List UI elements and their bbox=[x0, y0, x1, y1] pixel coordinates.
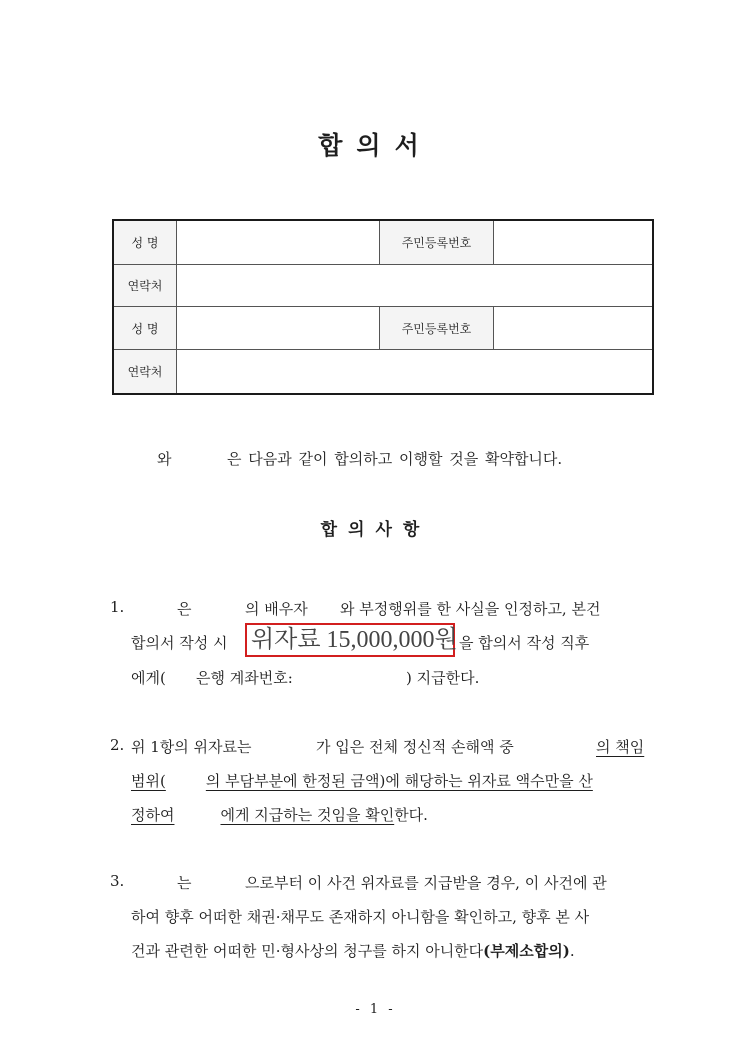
contact-field-1[interactable] bbox=[177, 264, 654, 307]
clause-2-text: 범위( 의 부담부분에 한정된 금액)에 해당하는 위자료 액수만을 산 bbox=[131, 772, 593, 790]
name-label: 성 명 bbox=[113, 307, 177, 350]
clause-2-text: 의 책임 bbox=[596, 738, 645, 756]
section-title: 합의사항 bbox=[320, 520, 431, 540]
clause-1-text: 의 배우자 bbox=[245, 600, 308, 618]
clause-1-text: 은 bbox=[177, 600, 192, 618]
contact-label: 연락처 bbox=[113, 350, 177, 394]
id-number-label: 주민등록번호 bbox=[380, 307, 494, 350]
clause-1-text: 합의서 작성 시 bbox=[131, 634, 228, 652]
highlighted-amount: 위자료 15,000,000원 bbox=[245, 623, 455, 657]
clause-2-text: 가 입은 전체 정신적 손해액 중 bbox=[316, 738, 514, 756]
clause-3-text: 는 bbox=[177, 874, 192, 892]
clause-3-number: 3. bbox=[110, 872, 125, 890]
clause-2-text: 정하여 에게 지급하는 것임을 확인한다. bbox=[131, 806, 428, 824]
clause-2-text: 위 1항의 위자료는 bbox=[131, 738, 252, 756]
name-field-2[interactable] bbox=[177, 307, 380, 350]
page-number: - 1 - bbox=[355, 1002, 396, 1017]
clause-3-text: 건과 관련한 어떠한 민·형사상의 청구를 하지 아니한다(부제소합의). bbox=[131, 942, 575, 960]
id-number-field-2[interactable] bbox=[494, 307, 654, 350]
clause-3-text: 으로부터 이 사건 위자료를 지급받을 경우, 이 사건에 관 bbox=[245, 874, 607, 892]
clause-1-number: 1. bbox=[110, 598, 125, 616]
clause-1-text: 은행 계좌번호: bbox=[196, 669, 293, 687]
document-title: 합의서 bbox=[318, 131, 433, 160]
clause-3-text: 하여 향후 어떠한 채권·채무도 존재하지 아니함을 확인하고, 향후 본 사 bbox=[131, 908, 590, 926]
name-label: 성 명 bbox=[113, 220, 177, 264]
party-info-table bbox=[112, 219, 654, 395]
clause-1-text: 에게( bbox=[131, 669, 166, 687]
clause-2-number: 2. bbox=[110, 736, 125, 754]
clause-1-text: 와 부정행위를 한 사실을 인정하고, 본건 bbox=[340, 600, 601, 618]
clause-1-text: 을 합의서 작성 직후 bbox=[459, 634, 590, 652]
name-field-1[interactable] bbox=[177, 220, 380, 264]
clause-1-text: ) 지급한다. bbox=[406, 669, 480, 687]
id-number-label: 주민등록번호 bbox=[380, 220, 494, 264]
id-number-field-1[interactable] bbox=[494, 220, 654, 264]
contact-label: 연락처 bbox=[113, 264, 177, 307]
contact-field-2[interactable] bbox=[177, 350, 654, 394]
